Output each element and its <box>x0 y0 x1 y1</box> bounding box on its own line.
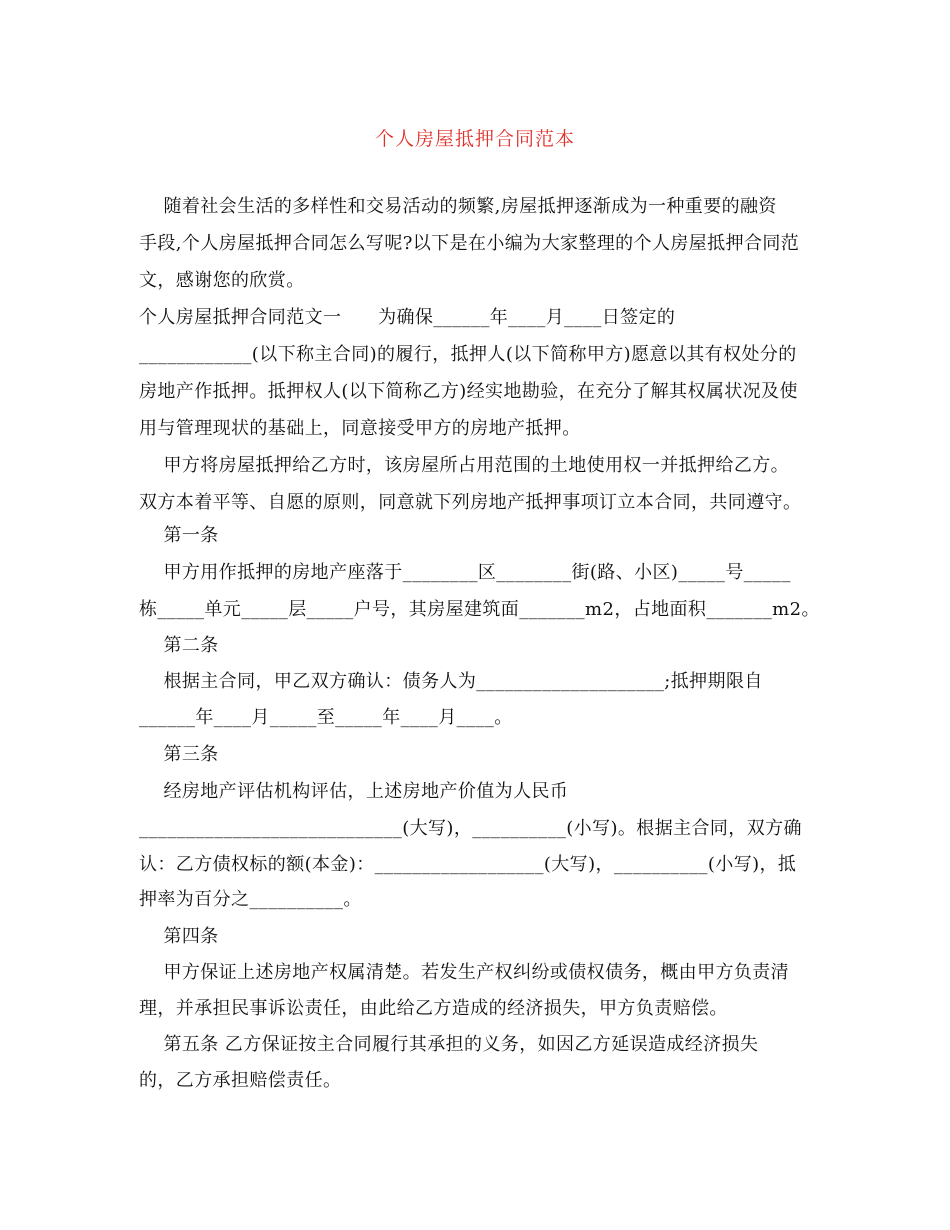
body-line: 文，感谢您的欣赏。 <box>139 270 305 291</box>
article-heading: 第一条 <box>139 525 219 546</box>
body-line: 个人房屋抵押合同范文一 为确保______年____月____日签定的 <box>139 307 676 328</box>
body-line: 经房地产评估机构评估，上述房地产价值为人民币 <box>139 781 569 802</box>
body-line: 根据主合同，甲乙双方确认：债务人为____________________;抵押期限自 <box>139 671 763 692</box>
body-line: ______年____月_____至_____年____月____。 <box>139 707 513 728</box>
article-heading: 第三条 <box>139 744 219 765</box>
body-line: 第五条 乙方保证按主合同履行其承担的义务，如因乙方延误造成经济损失 <box>139 1034 759 1055</box>
body-line: 随着社会生活的多样性和交易活动的频繁,房屋抵押逐渐成为一种重要的融资 <box>139 196 777 217</box>
article-heading: 第四条 <box>139 926 219 947</box>
body-line: 双方本着平等、自愿的原则，同意就下列房地产抵押事项订立本合同，共同遵守。 <box>139 492 802 513</box>
body-line: 的，乙方承担赔偿责任。 <box>139 1070 342 1091</box>
body-line: 用与管理现状的基础上，同意接受甲方的房地产抵押。 <box>139 418 581 439</box>
document-title: 个人房屋抵押合同范本 <box>374 128 575 150</box>
body-line: ____________________________(大写)，__________(小写)。根据主合同，双方确 <box>139 818 802 839</box>
article-heading: 第二条 <box>139 635 219 656</box>
body-line: 甲方将房屋抵押给乙方时，该房屋所占用范围的土地使用权一并抵押给乙方。 <box>139 455 790 476</box>
body-line: 认：乙方债权标的额(本金)：__________________(大写)，__________(小写)，抵 <box>139 854 797 875</box>
body-line: 栋_____单元_____层_____户号，其房屋建筑面_______m2，占地面积_______m2。 <box>139 599 820 620</box>
body-line: ____________(以下称主合同)的履行，抵押人(以下简称甲方)愿意以其有权处分的 <box>139 344 797 365</box>
body-line: 押率为百分之__________。 <box>139 889 362 910</box>
body-line: 甲方用作抵押的房地产座落于________区________街(路、小区)_____号_____ <box>139 562 791 583</box>
body-line: 房地产作抵押。抵押权人(以下简称乙方)经实地勘验，在充分了解其权属状况及使 <box>139 381 798 402</box>
body-line: 甲方保证上述房地产权属清楚。若发生产权纠纷或债权债务，概由甲方负责清 <box>139 962 790 983</box>
body-line: 理，并承担民事诉讼责任，由此给乙方造成的经济损失，甲方负责赔偿。 <box>139 998 728 1019</box>
body-line: 手段,个人房屋抵押合同怎么写呢?以下是在小编为大家整理的个人房屋抵押合同范 <box>139 233 800 254</box>
